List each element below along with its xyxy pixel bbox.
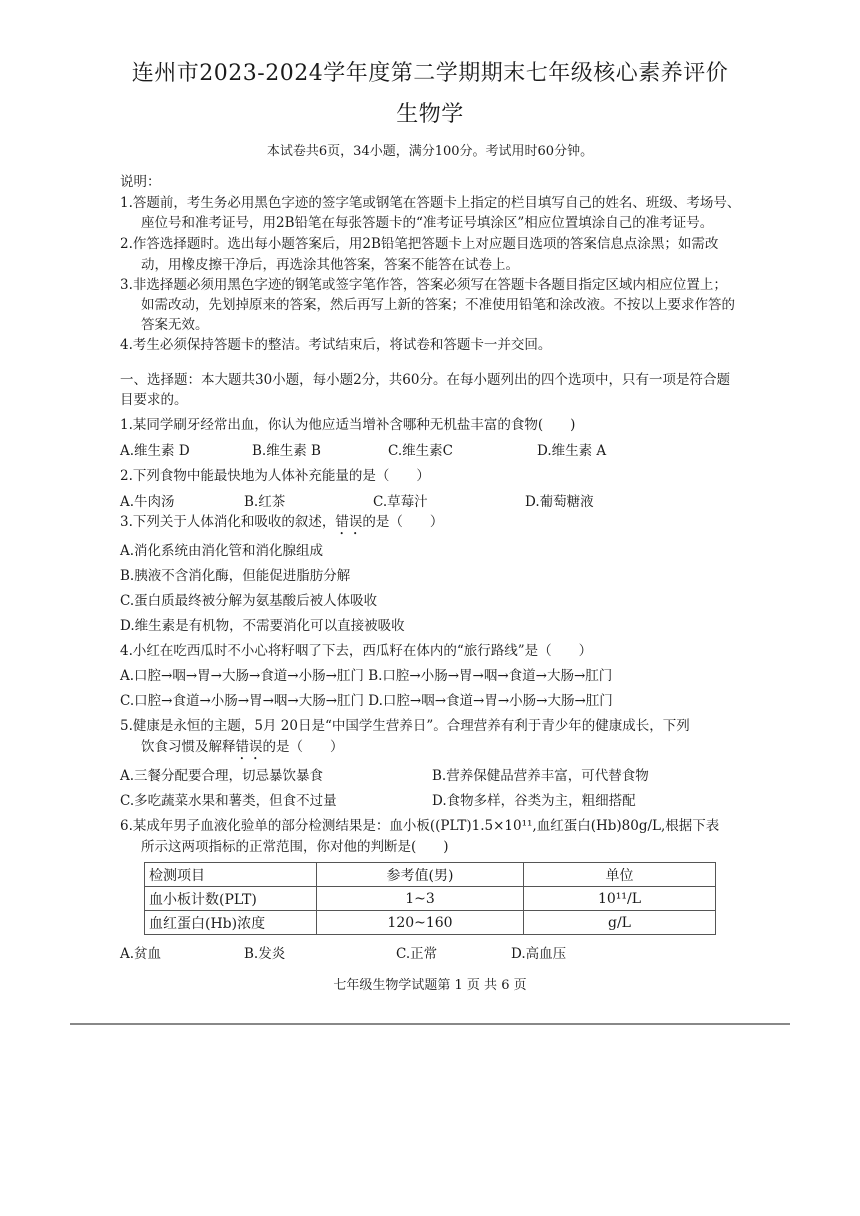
instruction-2-line-1: 2.作答选择题时。选出每小题答案后，用2B铅笔把答题卡上对应题目选项的答案信息点涂黑；如需改: [120, 236, 719, 252]
question-4-options-ab: A.口腔→咽→胃→大肠→食道→小肠→肛门 B.口腔→小肠→胃→咽→食道→大肠→肛门: [120, 668, 613, 684]
question-6-option-c: C.正常: [396, 946, 438, 962]
question-2-option-c: C.草莓汁: [373, 494, 428, 510]
section-1-header-line-1: 一、选择题：本大题共30小题，每小题2分，共60分。在每小题列出的四个选项中，只有一项是符合题: [120, 372, 730, 388]
question-3-option-b: B.胰液不含消化酶，但能促进脂肪分解: [120, 568, 351, 584]
question-2-stem: 2.下列食物中能最快地为人体补充能量的是（ ）: [120, 468, 430, 484]
instruction-3-line-3: 答案无效。: [141, 317, 209, 333]
question-1-option-c: C.维生素C: [388, 443, 453, 459]
table-header-cell: 参考值(男): [317, 863, 524, 887]
question-1-option-a: A.维生素 D: [120, 443, 190, 459]
blood-test-table: [144, 862, 716, 935]
instruction-1-line-2: 座位号和准考证号，用2B铅笔在每张答题卡的“准考证号填涂区”相应位置填涂自己的准考证号。: [141, 215, 714, 231]
instruction-1-line-1: 1.答题前，考生务必用黑色字迹的签字笔或钢笔在答题卡上指定的栏目填写自己的姓名、班级、考场号、: [120, 195, 741, 211]
question-5-stem-pre: 饮食习惯及解释: [141, 739, 236, 755]
table-cell: 血红蛋白(Hb)浓度: [145, 911, 317, 935]
question-1-option-b: B.维生素 B: [252, 443, 321, 459]
question-6-stem-line-1: 6.某成年男子血液化验单的部分检测结果是：血小板((PLT)1.5×10¹¹,血红蛋白(Hb)80g/L,根据下表: [120, 818, 720, 834]
question-5-stem-post: 的是（ ）: [262, 739, 344, 755]
question-3-option-a: A.消化系统由消化管和消化腺组成: [120, 543, 324, 559]
question-6-stem-line-2: 所示这两项指标的正常范围，你对他的判断是( ): [141, 839, 449, 855]
instruction-2-line-2: 动，用橡皮擦干净后，再选涂其他答案，答案不能答在试卷上。: [141, 257, 519, 273]
question-6-option-b: B.发炎: [244, 946, 286, 962]
table-row: [145, 911, 716, 935]
question-3-stem-post: 的是（ ）: [362, 514, 444, 530]
exam-info: 本试卷共6页，34小题，满分100分。考试用时60分钟。: [266, 144, 594, 159]
section-1-header-line-2: 目要求的。: [120, 392, 188, 408]
table-cell: g/L: [524, 911, 716, 935]
question-5-stem-line-2: [141, 738, 344, 763]
table-header-row: [145, 863, 716, 887]
exam-title: 连州市2023-2024学年度第二学期期末七年级核心素养评价: [131, 61, 729, 86]
subject-title: 生物学: [396, 102, 464, 127]
question-5-stem-line-1: 5.健康是永恒的主题，5月 20日是“中国学生营养日”。合理营养有利于青少年的健康成长，下列: [120, 718, 690, 734]
question-3-stem-emphasis: 错误: [335, 514, 363, 530]
table-cell: 1~3: [317, 887, 524, 911]
question-1-stem: 1.某同学刷牙经常出血，你认为他应适当增补含哪种无机盐丰富的食物( ): [120, 417, 576, 433]
table-header-cell: 单位: [524, 863, 716, 887]
question-3-stem-pre: 3.下列关于人体消化和吸收的叙述，: [120, 514, 336, 530]
table-cell: 120~160: [317, 911, 524, 935]
table-header-cell: 检测项目: [145, 863, 317, 887]
instruction-3-line-1: 3.非选择题必须用黑色字迹的钢笔或签字笔作答，答案必须写在答题卡各题目指定区域内相应位置上；: [120, 277, 727, 293]
question-4-stem: 4.小红在吃西瓜时不小心将籽咽了下去，西瓜籽在体内的“旅行路线”是（ ）: [120, 643, 593, 659]
instruction-3-line-2: 如需改动，先划掉原来的答案，然后再写上新的答案；不准使用铅笔和涂改液。不按以上要求作答的: [141, 297, 735, 313]
question-3-stem: [120, 513, 443, 538]
instruction-4: 4.考生必须保持答题卡的整洁。考试结束后，将试卷和答题卡一并交回。: [120, 337, 552, 353]
question-3-option-c: C.蛋白质最终被分解为氨基酸后被人体吸收: [120, 593, 378, 609]
question-5-option-d: D.食物多样，谷类为主，粗细搭配: [432, 793, 636, 809]
question-2-option-b: B.红茶: [244, 494, 286, 510]
question-2-option-a: A.牛肉汤: [120, 494, 175, 510]
page-footer: 七年级生物学试题第 1 页 共 6 页: [333, 978, 527, 993]
page-divider: [70, 1023, 790, 1025]
question-6-option-d: D.高血压: [511, 946, 567, 962]
question-3-option-d: D.维生素是有机物，不需要消化可以直接被吸收: [120, 618, 405, 634]
table-cell: 血小板计数(PLT): [145, 887, 317, 911]
question-5-stem-emphasis: 错误: [235, 739, 263, 755]
question-6-option-a: A.贫血: [120, 946, 162, 962]
question-4-options-cd: C.口腔→食道→小肠→胃→咽→大肠→肛门 D.口腔→咽→食道→胃→小肠→大肠→肛门: [120, 693, 613, 709]
instructions-heading: 说明：: [120, 174, 161, 190]
question-1-option-d: D.维生素 A: [537, 443, 607, 459]
question-2-option-d: D.葡萄糖液: [525, 494, 594, 510]
table-row: [145, 887, 716, 911]
question-5-option-b: B.营养保健品营养丰富，可代替食物: [432, 768, 649, 784]
table-cell: 10¹¹/L: [524, 887, 716, 911]
question-5-option-a: A.三餐分配要合理，切忌暴饮暴食: [120, 768, 324, 784]
question-5-option-c: C.多吃蔬菜水果和薯类，但食不过量: [120, 793, 337, 809]
